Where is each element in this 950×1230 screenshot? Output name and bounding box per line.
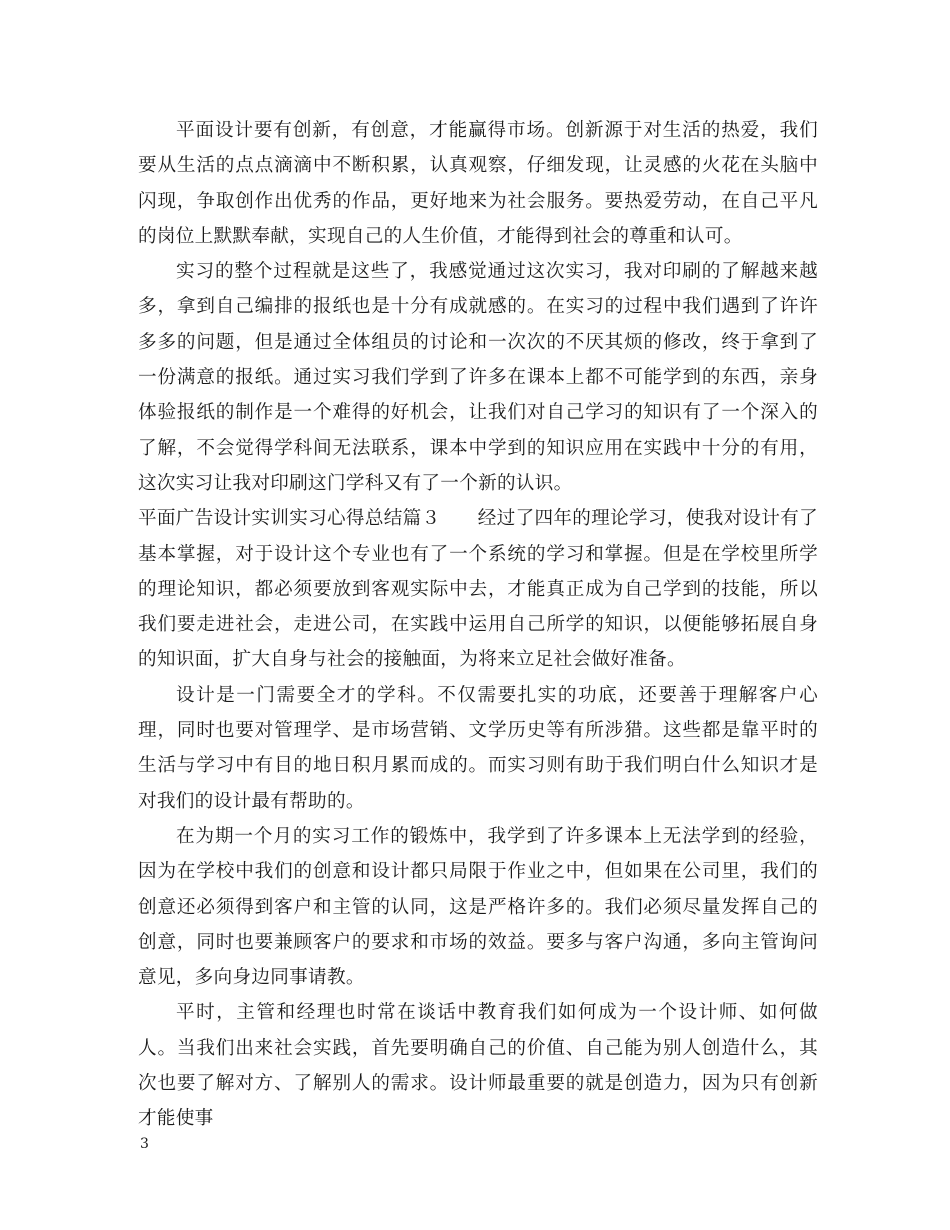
paragraph-design-discipline bbox=[138, 678, 818, 819]
paragraph-innovation bbox=[138, 113, 818, 254]
page-number: 3 bbox=[140, 1136, 149, 1152]
paragraph-manager-guidance bbox=[138, 995, 818, 1136]
paragraph-text: 平时，主管和经理也时常在谈话中教育我们如何成为一个设计师、如何做人。当我们出来社会实践，首先要明确自己的价值、自己能为别人创造什么，其次也要了解对方、了解别人的需求。设计师最重要的就是创造力，因为只有创新才能使事 bbox=[138, 1002, 818, 1130]
article-heading: 平面广告设计实训实习心得总结篇３ bbox=[138, 508, 441, 530]
paragraph-text: 平面设计要有创新，有创意，才能赢得市场。创新源于对生活的热爱，我们要从生活的点点滴滴中不断积累，认真观察，仔细发现，让灵感的火花在头脑中闪现，争取创作出优秀的作品，更好地来为社会服务。要热爱劳动，在自己平凡的岗位上默默奉献，实现自己的人生价值，才能得到社会的尊重和认可。 bbox=[138, 120, 818, 247]
paragraph-text: 设计是一门需要全才的学科。不仅需要扎实的功底，还要善于理解客户心理，同时也要对管理学、是市场营销、文学历史等有所涉猎。这些都是靠平时的生活与学习中有目的地日积月累而成的。而实习则有助于我们明白什么知识才是对我们的设计最有帮助的。 bbox=[138, 684, 818, 812]
paragraph-text: 经过了四年的理论学习，使我对设计有了基本掌握，对于设计这个专业也有了一个系统的学习和掌握。但是在学校里所学的理论知识，都必须要放到客观实际中去，才能真正成为自己学到的技能，所以我们要走进社会，走进公司，在实践中运用自己所学的知识，以便能够拓展自身的知识面，扩大自身与社会的接触面，为将来立足社会做好准备。 bbox=[138, 508, 818, 671]
heading-spacer bbox=[440, 508, 477, 529]
paragraph-one-month-training bbox=[138, 819, 818, 995]
paragraph-text: 实习的整个过程就是这些了，我感觉通过这次实习，我对印刷的了解越来越多，拿到自己编排的报纸也是十分有成就感的。在实习的过程中我们遇到了许许多多的问题，但是通过全体组员的讨论和一次次的不厌其烦的修改，终于拿到了一份满意的报纸。通过实习我们学到了许多在课本上都不可能学到的东西，亲身体验报纸的制作是一个难得的好机会，让我们对自己学习的知识有了一个深入的了解，不会觉得学科间无法联系，课本中学到的知识应用在实践中十分的有用，这次实习让我对印刷这门学科又有了一个新的认识。 bbox=[138, 261, 818, 494]
paragraph-article-3 bbox=[138, 501, 818, 677]
paragraph-text: 在为期一个月的实习工作的锻炼中，我学到了许多课本上无法学到的经验，因为在学校中我们的创意和设计都只局限于作业之中，但如果在公司里，我们的创意还必须得到客户和主管的认同，这是严格许多的。我们必须尽量发挥自己的创意，同时也要兼顾客户的要求和市场的效益。要多与客户沟通，多向主管询问意见，多向身边同事请教。 bbox=[138, 825, 818, 989]
paragraph-internship-process bbox=[138, 254, 818, 501]
document-body bbox=[138, 113, 818, 1137]
